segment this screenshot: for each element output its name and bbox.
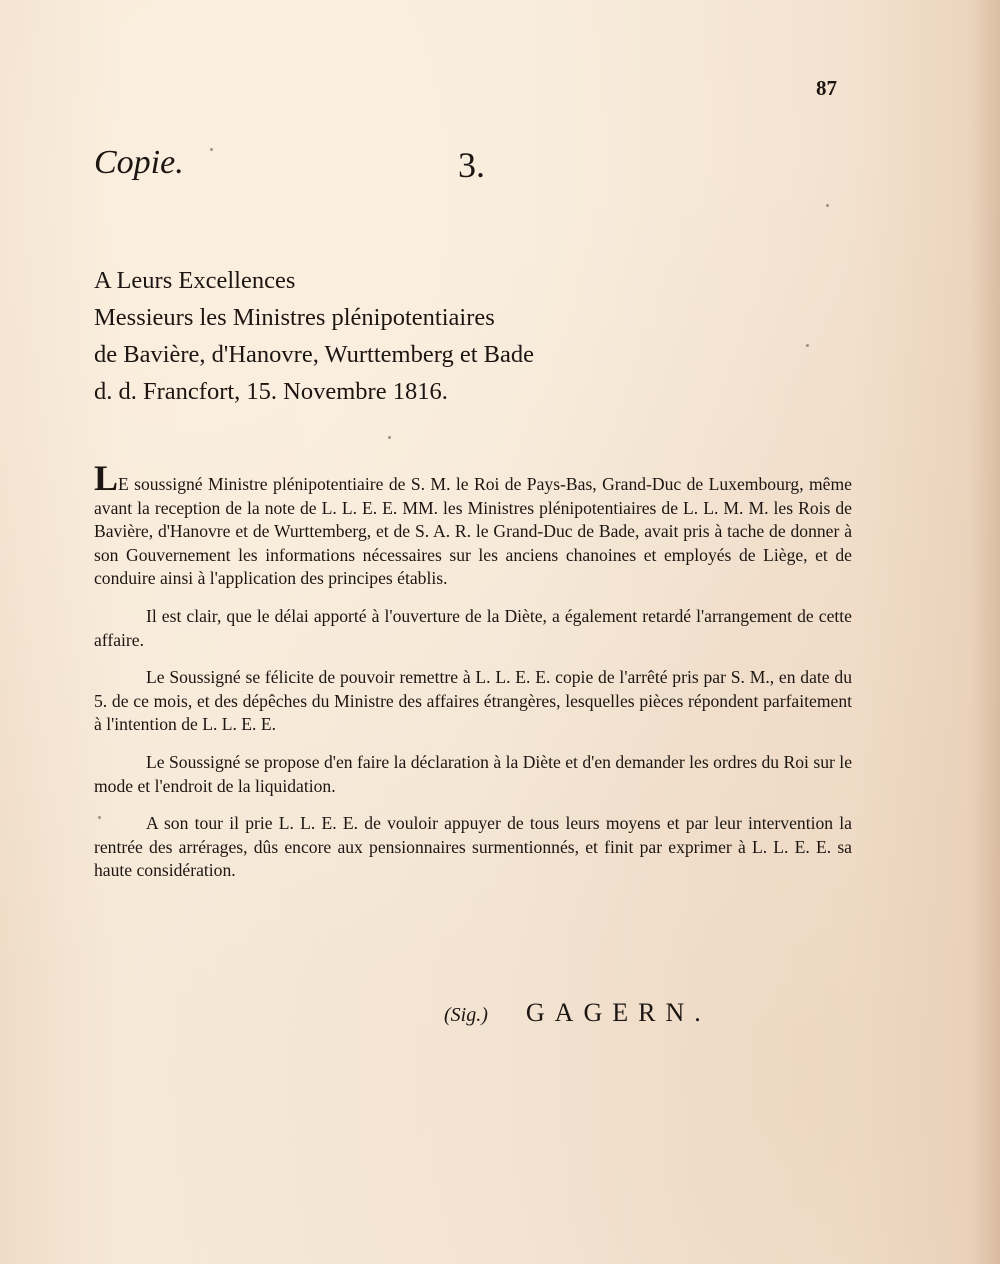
signature-prefix: (Sig.): [444, 1004, 488, 1026]
paper-speck: [826, 204, 829, 207]
paper-speck: [98, 816, 101, 819]
signature-block: [444, 998, 711, 1028]
address-line-2: Messieurs les Ministres plénipotentiaires: [94, 304, 495, 331]
address-line-1: A Leurs Excellences: [94, 267, 296, 294]
copy-label: Copie.: [94, 144, 184, 181]
page-number: 87: [816, 76, 837, 100]
paper-speck: [388, 436, 391, 439]
paragraph-2: Il est clair, que le délai apporté à l'ouverture de la Diète, a également retardé l'arrangement de cette affaire.: [94, 605, 852, 650]
paragraph-5: A son tour il prie L. L. E. E. de vouloir appuyer de tous leurs moyens et par leur intervention la rentrée des arrérages, dûs encore aux pensionnaires surmentionnés, et finit par exprimer à L. L. E. E. sa haute considération.: [94, 813, 852, 881]
address-block: [94, 262, 814, 410]
page-edge-shadow: [970, 0, 1000, 1264]
letter-body: [94, 458, 852, 897]
paragraph-3: Le Soussigné se félicite de pouvoir remettre à L. L. E. E. copie de l'arrêté pris par S. M., en date du 5. de ce mois, et des dépêches du Ministre des affaires étrangères, lesquelles pièces répondent parfaitement à l'intention de L. L. E. E.: [94, 667, 852, 735]
document-number: 3.: [458, 145, 485, 185]
drop-cap: L: [94, 458, 119, 498]
paper-speck: [210, 148, 213, 151]
paragraph-1-text: E soussigné Ministre plénipotentiaire de S. M. le Roi de Pays-Bas, Grand-Duc de Luxembourg, même avant la reception de la note de L. L. E. E. MM. les Ministres plénipotentiaires de L. L. M. M. les Rois de Bavière, d'Hanovre et de Wurttemberg, et de S. A. R. le Grand-Duc de Bade, avait pris à tache de donner à son Gouvernement les informations nécessaires sur les anciens chanoines et employés de Liège, et de conduire ainsi à l'application des principes établis.: [94, 474, 852, 589]
paper-speck: [806, 344, 809, 347]
paragraph-1: [94, 458, 852, 591]
address-line-3: de Bavière, d'Hanovre, Wurttemberg et Bade: [94, 341, 534, 368]
address-line-4: d. d. Francfort, 15. Novembre 1816.: [94, 378, 448, 405]
paragraph-4: Le Soussigné se propose d'en faire la déclaration à la Diète et d'en demander les ordres du Roi sur le mode et l'endroit de la liquidation.: [94, 751, 852, 796]
signature-name: GAGERN.: [525, 998, 711, 1027]
